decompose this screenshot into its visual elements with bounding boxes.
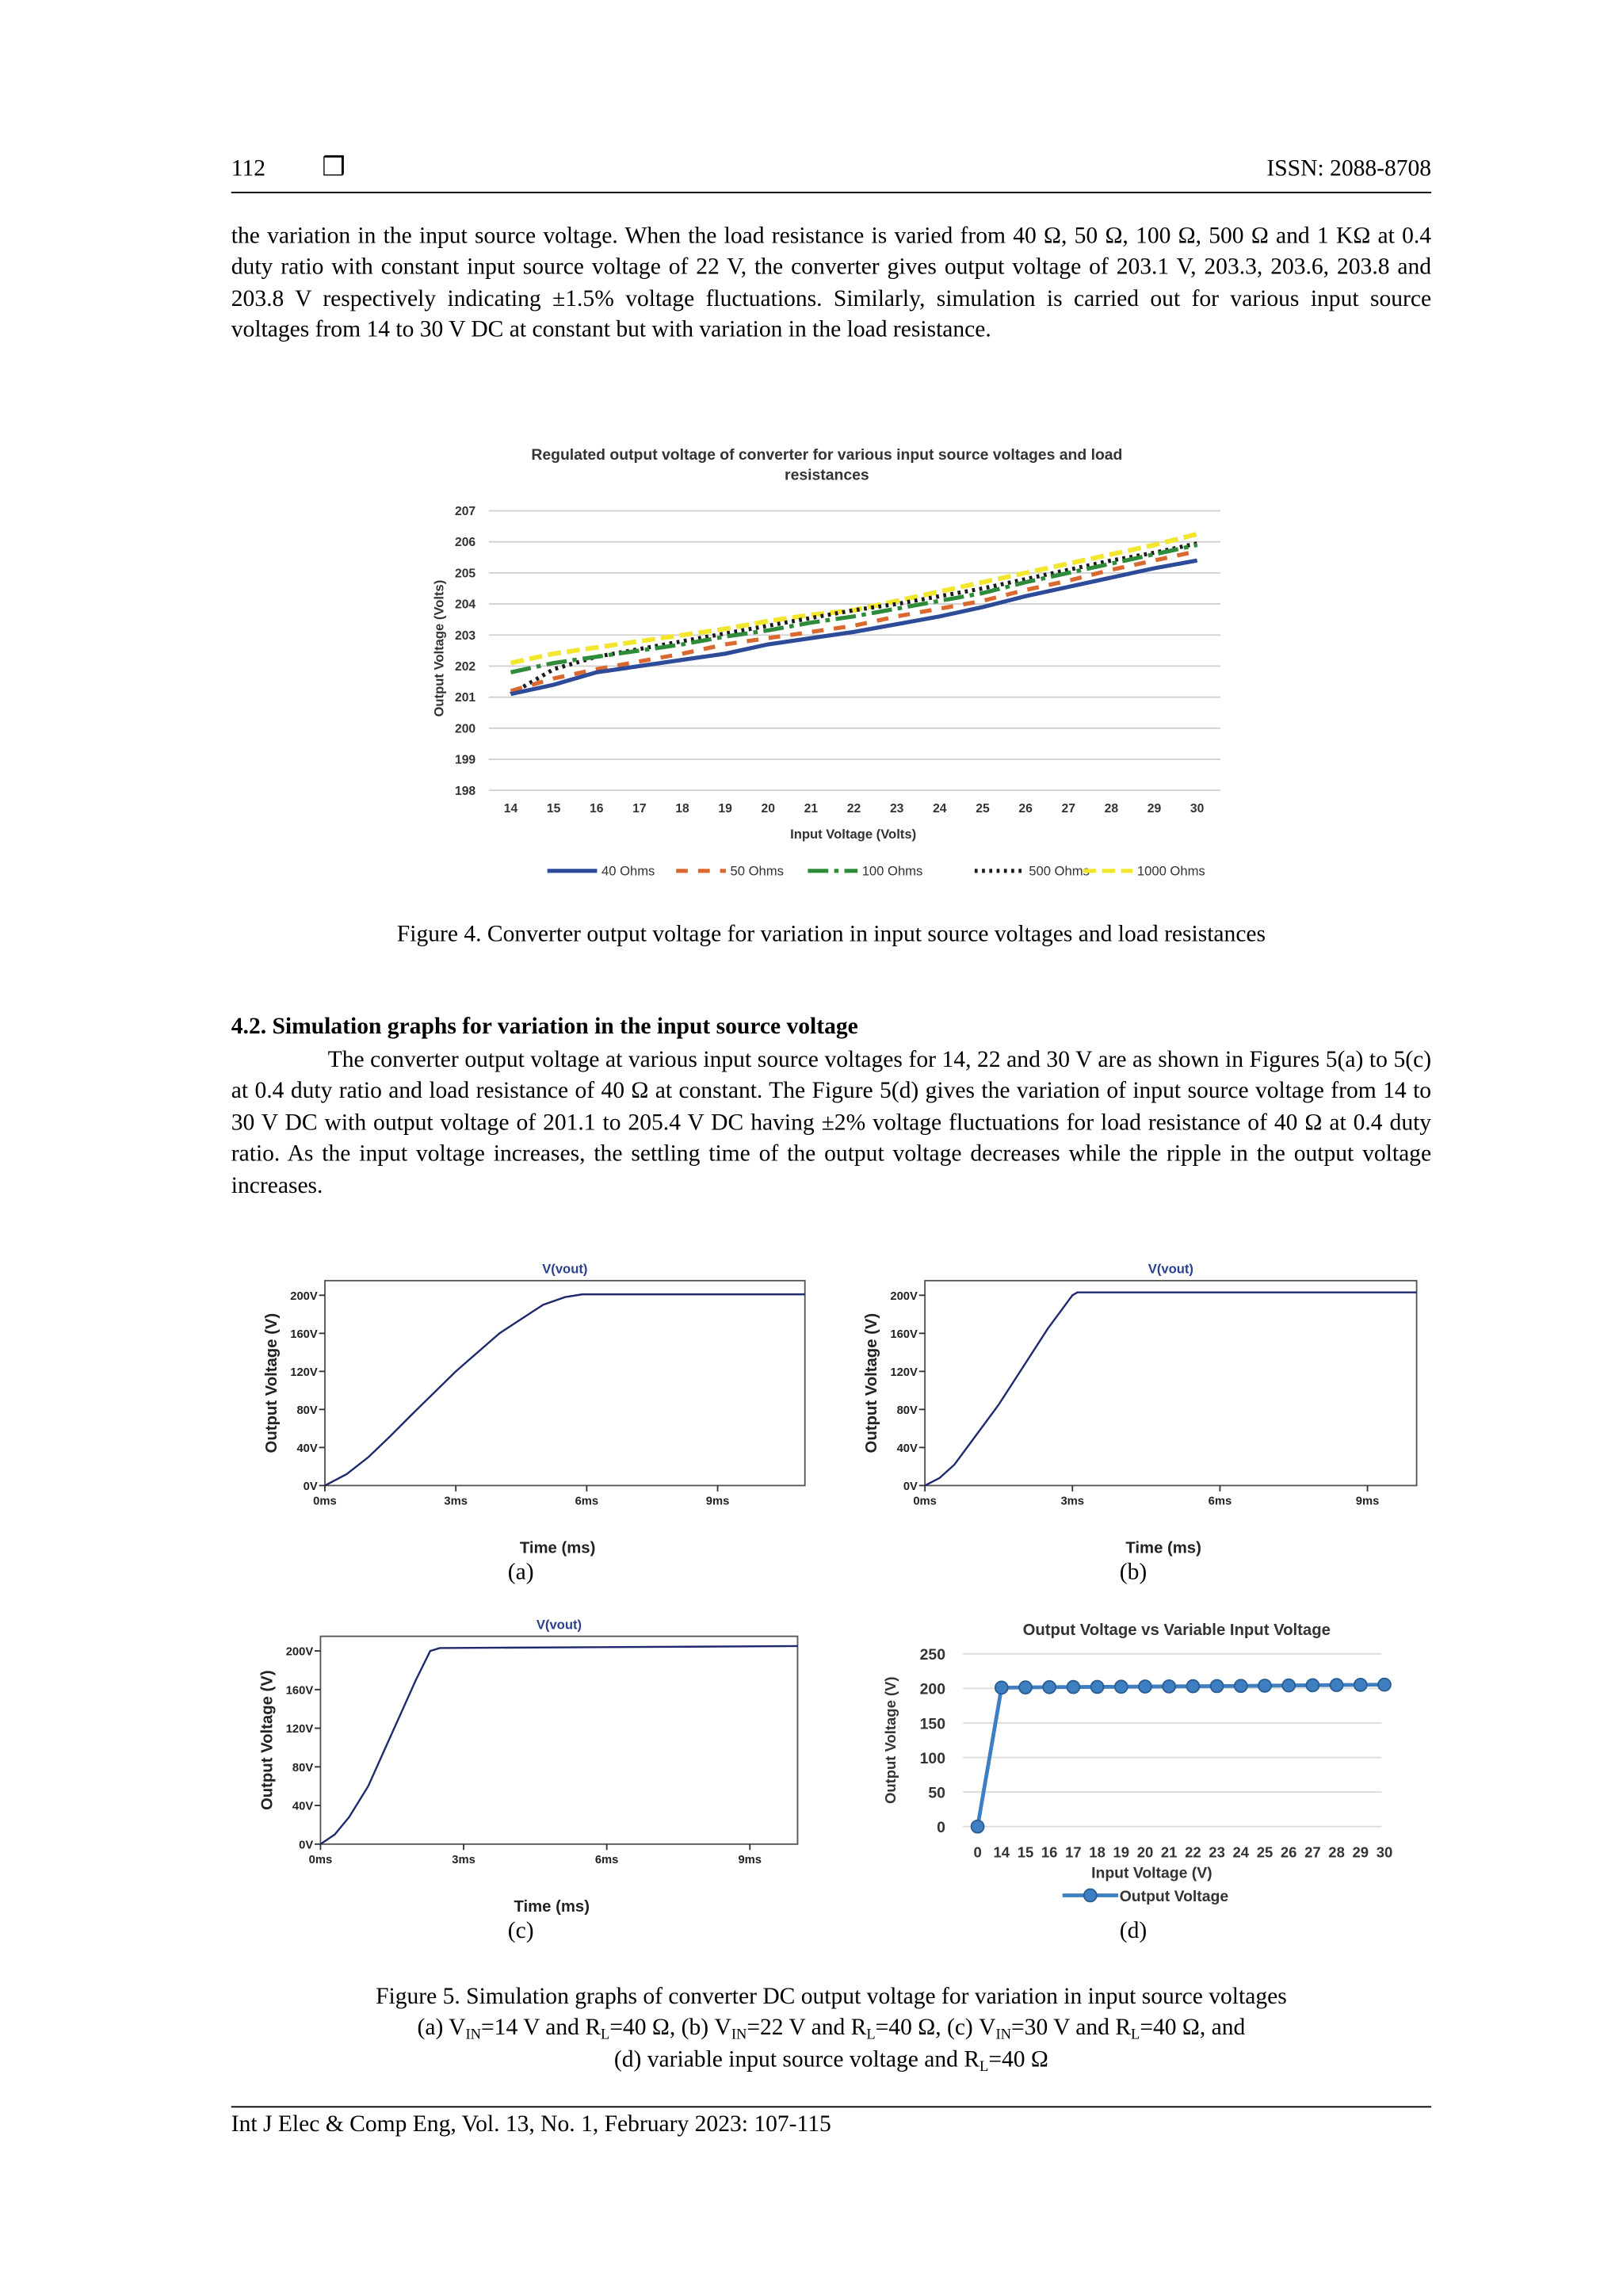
- footer-rule: [231, 2106, 1431, 2107]
- x-tick-label: 23: [1209, 1843, 1225, 1861]
- x-tick-label: 19: [1113, 1843, 1130, 1861]
- x-tick-label: 0: [973, 1843, 982, 1861]
- y-tick-label: 0: [937, 1819, 945, 1837]
- x-tick-label: 23: [889, 801, 904, 816]
- cap-sub: IN: [995, 2027, 1012, 2044]
- data-point: [1331, 1679, 1343, 1691]
- x-tick-label: 3ms: [1060, 1495, 1085, 1508]
- y-tick-label: 160V: [285, 1684, 314, 1698]
- data-point: [1019, 1681, 1032, 1694]
- x-tick-label: 20: [761, 801, 776, 816]
- cap-sub: L: [866, 2027, 876, 2044]
- x-tick-label: 22: [846, 801, 861, 816]
- chart-title: V(vout): [542, 1261, 588, 1277]
- y-tick-label: 160V: [890, 1328, 918, 1341]
- x-tick-label: 24: [1232, 1843, 1250, 1861]
- x-tick-label: 9ms: [738, 1853, 762, 1866]
- data-point: [1211, 1679, 1224, 1692]
- chart-title: V(vout): [1148, 1261, 1193, 1277]
- y-tick-label: 250: [919, 1646, 945, 1664]
- section-heading: 4.2. Simulation graphs for variation in the input source voltage: [231, 1014, 858, 1040]
- x-tick-label: 3ms: [444, 1495, 468, 1508]
- cap-text: (a) V: [417, 2015, 466, 2042]
- data-point: [1091, 1680, 1104, 1693]
- x-axis-label: Time (ms): [514, 1897, 590, 1916]
- x-tick-label: 25: [976, 801, 990, 816]
- chart-title: V(vout): [536, 1617, 582, 1633]
- x-axis-label: Input Voltage (V): [1091, 1864, 1212, 1882]
- x-tick-label: 0ms: [313, 1495, 337, 1508]
- data-point: [1258, 1679, 1271, 1692]
- figure-5-caption-line2: [231, 2013, 1431, 2045]
- x-axis-label: Time (ms): [519, 1539, 596, 1557]
- figure-5a-chart: [246, 1255, 816, 1562]
- cap-text: =40 Ω, (b) V: [609, 2015, 731, 2042]
- data-point: [995, 1681, 1008, 1694]
- data-point: [1282, 1679, 1295, 1692]
- x-tick-label: 14: [503, 801, 518, 816]
- data-point: [1043, 1681, 1056, 1694]
- y-tick-label: 202: [454, 659, 476, 674]
- legend-label: 40 Ohms: [601, 863, 655, 879]
- y-tick-label: 200: [454, 722, 476, 736]
- data-point: [972, 1820, 984, 1833]
- legend-label: 50 Ohms: [730, 863, 784, 879]
- x-tick-label: 15: [1017, 1843, 1034, 1861]
- y-tick-label: 0V: [303, 1480, 318, 1493]
- y-axis-label: Output Voltage (V): [258, 1670, 277, 1811]
- cap-sub: IN: [465, 2027, 482, 2044]
- x-tick-label: 20: [1136, 1843, 1154, 1861]
- x-tick-label: 6ms: [594, 1853, 619, 1866]
- x-tick-label: 27: [1061, 801, 1075, 816]
- chart-title-line1: Regulated output voltage of converter for various input source voltages and load: [531, 445, 1123, 464]
- series-line-1000-ohms: [510, 534, 1197, 663]
- y-tick-label: 100: [919, 1749, 945, 1767]
- x-tick-label: 29: [1352, 1843, 1369, 1861]
- x-tick-label: 28: [1328, 1843, 1345, 1861]
- x-tick-label: 16: [590, 801, 604, 816]
- x-tick-label: 18: [1089, 1843, 1106, 1861]
- cap-text: =14 V and R: [481, 2015, 601, 2042]
- subfigure-label-a: (a): [507, 1560, 534, 1585]
- legend-label: 100 Ohms: [861, 863, 923, 879]
- data-point: [1354, 1679, 1367, 1691]
- y-tick-label: 40V: [896, 1442, 918, 1455]
- cap-sub: L: [601, 2027, 610, 2044]
- y-tick-label: 80V: [896, 1404, 918, 1417]
- data-point: [1306, 1679, 1319, 1691]
- subfigure-label-c: (c): [507, 1919, 534, 1944]
- legend-label: 500 Ohms: [1029, 863, 1090, 879]
- x-tick-label: 24: [933, 801, 947, 816]
- body-paragraph-2: The converter output voltage at various input source voltages for 14, 22 and 30 V are as shown in Figures 5(a) to 5(c) at 0.4 duty ratio and load resistance of 40 Ω at constant. The Figure 5(d) gives the variation of input source voltage from 14 to 30 V DC with output voltage of 201.1 to 205.4 V DC having ±2% voltage fluctuations for load resistance of 40 Ω at 0.4 duty ratio. As the input voltage increases, the settling time of the output voltage decreases while the ripple in the output voltage increases.: [231, 1048, 1432, 1198]
- cap-text: =40 Ω, (c) V: [875, 2015, 996, 2042]
- page-number: 112: [231, 156, 266, 181]
- x-tick-label: 0ms: [913, 1495, 937, 1508]
- y-tick-label: 50: [928, 1784, 945, 1802]
- header-rule: [231, 192, 1431, 193]
- y-tick-label: 203: [454, 628, 476, 643]
- x-tick-label: 9ms: [705, 1495, 730, 1508]
- y-tick-label: 120V: [890, 1366, 918, 1379]
- data-point: [1378, 1679, 1391, 1691]
- y-tick-label: 198: [454, 784, 476, 798]
- y-axis-label: Output Voltage (V): [263, 1312, 281, 1454]
- x-tick-label: 28: [1104, 801, 1119, 816]
- figure-4-chart: [425, 434, 1244, 891]
- y-tick-label: 40V: [296, 1442, 318, 1455]
- x-tick-label: 25: [1256, 1843, 1274, 1861]
- y-axis-label: Output Voltage (Volts): [431, 579, 447, 717]
- figure-5-caption-line3: [231, 2044, 1431, 2076]
- y-tick-label: 0V: [299, 1839, 314, 1852]
- y-tick-label: 206: [454, 536, 476, 550]
- cap-text: =30 V and R: [1011, 2015, 1132, 2042]
- x-axis-label: Time (ms): [1125, 1539, 1201, 1557]
- x-tick-label: 3ms: [452, 1853, 475, 1866]
- cap-sub: IN: [731, 2027, 747, 2044]
- y-axis-label: Output Voltage (V): [882, 1676, 899, 1805]
- x-tick-label: 27: [1304, 1843, 1321, 1861]
- x-tick-label: 6ms: [575, 1495, 599, 1508]
- y-tick-label: 201: [454, 691, 476, 705]
- figure-5c-chart: [242, 1610, 812, 1920]
- cap-text: =22 V and R: [747, 2015, 867, 2042]
- x-tick-label: 17: [1065, 1843, 1082, 1861]
- legend-label: 1000 Ohms: [1136, 863, 1205, 879]
- data-point: [1235, 1679, 1247, 1692]
- y-tick-label: 80V: [296, 1404, 318, 1417]
- data-point: [1186, 1680, 1199, 1693]
- x-axis-label: Input Voltage (Volts): [790, 827, 917, 842]
- y-tick-label: 120V: [285, 1723, 314, 1736]
- footer-citation: Int J Elec & Comp Eng, Vol. 13, No. 1, February 2023: 107-115: [231, 2111, 831, 2137]
- figure-5-caption: [231, 1981, 1431, 2076]
- figure-5d-chart: [875, 1610, 1402, 1917]
- cap-sub: L: [1131, 2027, 1140, 2044]
- figure-5b-chart: [846, 1255, 1431, 1562]
- plot-frame: [320, 1637, 797, 1844]
- cap-text: =40 Ω, and: [1140, 2015, 1246, 2042]
- y-tick-label: 204: [454, 598, 476, 612]
- x-tick-label: 14: [993, 1843, 1010, 1861]
- subfigure-label-d: (d): [1119, 1919, 1148, 1944]
- x-tick-label: 30: [1190, 801, 1205, 816]
- x-tick-label: 21: [804, 801, 819, 816]
- y-tick-label: 200V: [285, 1645, 314, 1659]
- data-point: [1163, 1680, 1175, 1693]
- x-tick-label: 17: [632, 801, 647, 816]
- x-tick-label: 6ms: [1208, 1495, 1232, 1508]
- y-tick-label: 160V: [290, 1328, 318, 1341]
- x-tick-label: 19: [718, 801, 732, 816]
- cap-text: =40 Ω: [988, 2047, 1048, 2073]
- figure-5-caption-line1: Figure 5. Simulation graphs of converter DC output voltage for variation in input source voltages: [376, 1985, 1287, 2010]
- issn: ISSN: 2088-8708: [1266, 156, 1432, 181]
- y-tick-label: 199: [454, 753, 476, 767]
- y-tick-label: 40V: [292, 1800, 314, 1813]
- x-tick-label: 0ms: [308, 1853, 333, 1866]
- y-axis-label: Output Voltage (V): [863, 1312, 881, 1454]
- x-tick-label: 29: [1147, 801, 1162, 816]
- y-tick-label: 207: [454, 505, 476, 519]
- data-point: [1139, 1680, 1151, 1693]
- figure-4-caption: Figure 4. Converter output voltage for variation in input source voltages and load resistances: [396, 922, 1266, 947]
- plot-frame: [325, 1281, 805, 1486]
- x-tick-label: 22: [1185, 1843, 1201, 1861]
- y-tick-label: 120V: [290, 1366, 318, 1379]
- data-point: [1115, 1680, 1128, 1693]
- legend-label: Output Voltage: [1119, 1887, 1229, 1905]
- series-line-40-ohms: [510, 560, 1197, 694]
- x-tick-label: 15: [546, 801, 561, 816]
- x-tick-label: 26: [1018, 801, 1033, 816]
- data-point: [1067, 1681, 1079, 1694]
- x-tick-label: 18: [675, 801, 689, 816]
- legend-marker: [1084, 1889, 1097, 1902]
- checkbox-icon: ❒: [322, 152, 346, 181]
- x-tick-label: 26: [1280, 1843, 1297, 1861]
- output-voltage-line: [978, 1685, 1384, 1827]
- x-tick-label: 30: [1376, 1843, 1393, 1861]
- x-tick-label: 16: [1041, 1843, 1058, 1861]
- y-tick-label: 200: [919, 1680, 945, 1698]
- chart-title-line2: resistances: [785, 466, 869, 484]
- x-tick-label: 21: [1160, 1843, 1178, 1861]
- y-tick-label: 0V: [903, 1480, 918, 1493]
- cap-text: (d) variable input source voltage and R: [613, 2047, 980, 2073]
- chart-title: Output Voltage vs Variable Input Voltage: [1022, 1621, 1331, 1639]
- y-tick-label: 200V: [890, 1289, 918, 1303]
- cap-sub: L: [980, 2058, 989, 2076]
- y-tick-label: 150: [919, 1715, 945, 1733]
- plot-frame: [925, 1281, 1416, 1486]
- subfigure-label-b: (b): [1119, 1560, 1148, 1585]
- x-tick-label: 9ms: [1355, 1495, 1380, 1508]
- body-paragraph-1: the variation in the input source voltage. When the load resistance is varied from 40 Ω, 50 Ω, 100 Ω, 500 Ω and 1 KΩ at 0.4 duty ratio with constant input source voltage of 22 V, the converter gives output voltage of 203.1 V, 203.3, 203.6, 203.8 and 203.8 V respectively indicating ±1.5% voltage fluctuations. Similarly, simulation is carried out for various input source voltages from 14 to 30 V DC at constant but with variation in the load resistance.: [231, 223, 1432, 343]
- y-tick-label: 205: [454, 567, 476, 581]
- y-tick-label: 80V: [292, 1761, 314, 1775]
- y-tick-label: 200V: [290, 1289, 318, 1303]
